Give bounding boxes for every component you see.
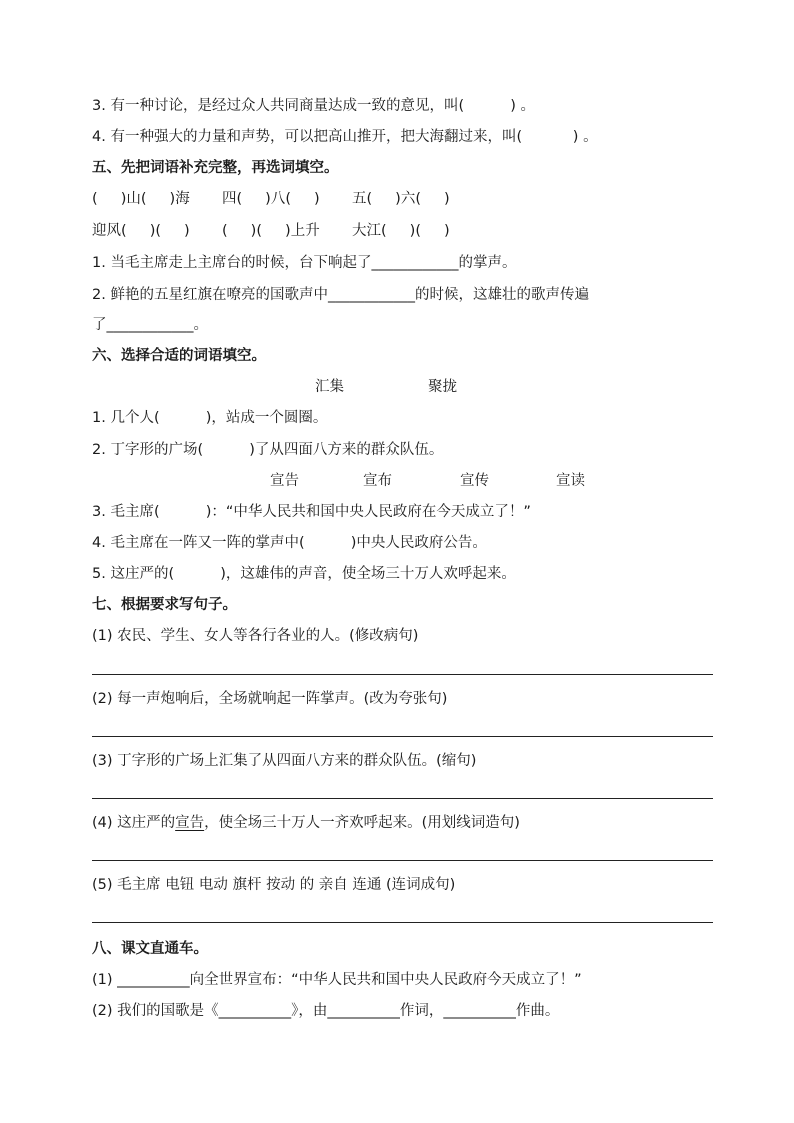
section-8-question-2: (2) 我们的国歌是《__________》，由__________作词，__________作曲。 bbox=[92, 1003, 560, 1019]
word-bank-2-item: 宣告 bbox=[270, 473, 299, 489]
answer-line[interactable] bbox=[92, 860, 713, 861]
section-6-question-5: 5. 这庄严的( )，这雄伟的声音，使全场三十万人欢呼起来。 bbox=[92, 566, 516, 582]
section-6-question-3: 3. 毛主席( )：“中华人民共和国中央人民政府在今天成立了！” bbox=[92, 504, 531, 520]
word-bank-2-item: 宣读 bbox=[556, 473, 585, 489]
section-7-question-3: (3) 丁字形的广场上汇集了从四面八方来的群众队伍。(缩句) bbox=[92, 753, 477, 769]
section-5-title: 五、先把词语补充完整，再选词填空。 bbox=[92, 160, 339, 176]
section-6-question-1: 1. 几个人( )，站成一个圆圈。 bbox=[92, 410, 328, 426]
section-5-question-2: 2. 鲜艳的五星红旗在嘹亮的国歌声中____________的时候，这雄壮的歌声传遍 bbox=[92, 287, 589, 303]
section-6-question-4: 4. 毛主席在一阵又一阵的掌声中( )中央人民政府公告。 bbox=[92, 535, 487, 551]
section-8-title: 八、课文直通车。 bbox=[92, 941, 208, 957]
section-7-question-2: (2) 每一声炮响后，全场就响起一阵掌声。(改为夸张句) bbox=[92, 691, 448, 707]
section-6-title: 六、选择合适的词语填空。 bbox=[92, 348, 266, 364]
answer-line[interactable] bbox=[92, 798, 713, 799]
word-bank-2-item: 宣布 bbox=[363, 473, 392, 489]
section-7-title: 七、根据要求写句子。 bbox=[92, 597, 237, 613]
underlined-word: 宣告 bbox=[175, 815, 205, 831]
line-q4: 4. 有一种强大的力量和声势，可以把高山推开，把大海翻过来，叫( ) 。 bbox=[92, 129, 598, 145]
word-bank-2-item: 宣传 bbox=[460, 473, 489, 489]
answer-line[interactable] bbox=[92, 922, 713, 923]
line-q3: 3. 有一种讨论，是经过众人共同商量达成一致的意见，叫( ) 。 bbox=[92, 98, 535, 114]
section-7-question-1: (1) 农民、学生、女人等各行各业的人。(修改病句) bbox=[92, 628, 419, 644]
section-5-row-1: ( )山( )海 四( )八( ) 五( )六( ) bbox=[92, 191, 450, 207]
word-bank-1-item: 汇集 bbox=[315, 379, 344, 395]
section-8-question-1: (1) __________向全世界宣布：“中华人民共和国中央人民政府今天成立了！” bbox=[92, 972, 582, 988]
answer-line[interactable] bbox=[92, 674, 713, 675]
section-5-question-1: 1. 当毛主席走上主席台的时候，台下响起了____________的掌声。 bbox=[92, 255, 517, 271]
q4-suffix: ，使全场三十万人一齐欢呼起来。(用划线词造句) bbox=[204, 815, 520, 831]
section-7-question-5: (5) 毛主席 电钮 电动 旗杆 按动 的 亲自 连通 (连词成句) bbox=[92, 877, 456, 893]
q4-prefix: (4) 这庄严的 bbox=[92, 815, 176, 831]
section-7-question-4 bbox=[92, 813, 520, 833]
word-bank-1-item: 聚拢 bbox=[428, 379, 457, 395]
section-5-row-2: 迎风( )( ) ( )( )上升 大江( )( ) bbox=[92, 223, 450, 239]
section-5-question-2-cont: 了____________。 bbox=[92, 317, 208, 333]
answer-line[interactable] bbox=[92, 736, 713, 737]
section-6-question-2: 2. 丁字形的广场( )了从四面八方来的群众队伍。 bbox=[92, 442, 444, 458]
